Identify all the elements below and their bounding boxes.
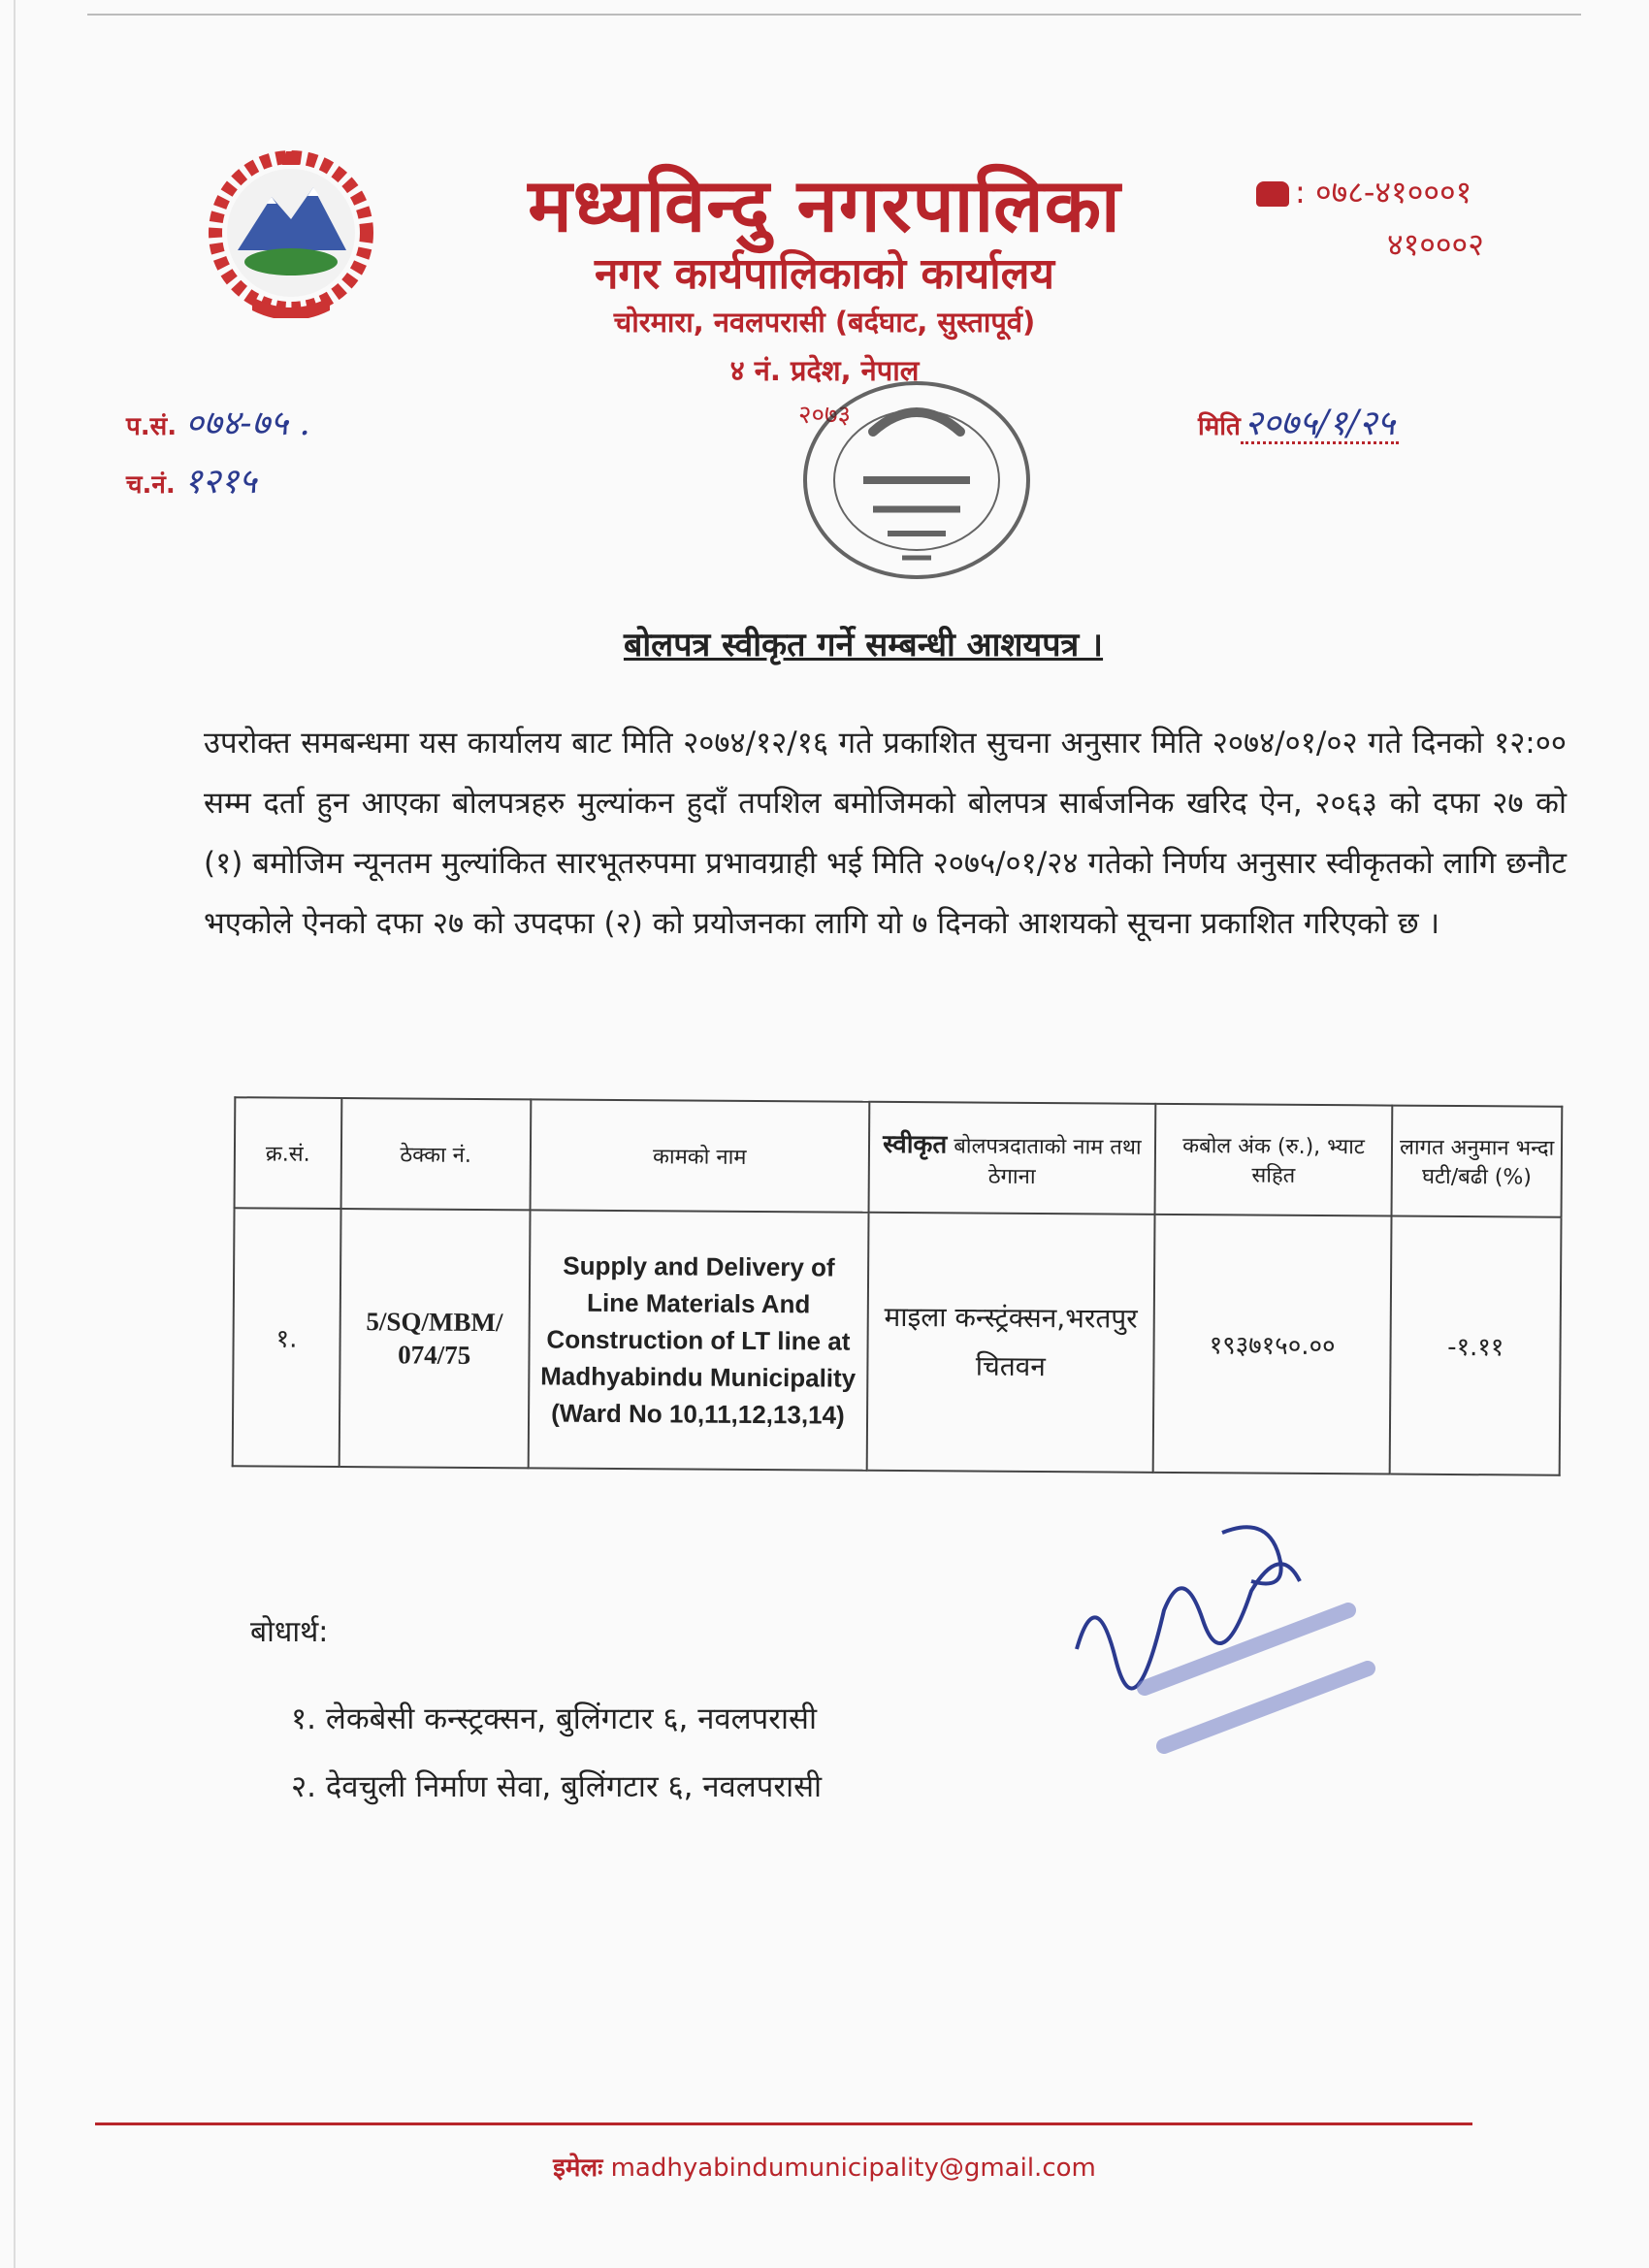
- officer-signature: [1057, 1523, 1397, 1814]
- letter-body: उपरोक्त समबन्धमा यस कार्यालय बाट मिति २०७४/१२/१६ गते प्रकाशित सुचना अनुसार मिति २०७४/०१/०२ गते दिनको १२:०० सम्म दर्ता हुन आएका बोलपत्रहरु मुल्यांकन हुदाँ तपशिल बमोजिमको बोलपत्र सार्बजनिक खरिद ऐन, २०६३ को दफा २७ को (१) बमोजिम न्यूनतम मुल्यांकित सारभूतरुपमा प्रभावग्राही भई मिति २०७५/०१/२४ गतेको निर्णय अनुसार स्वीकृतको लागि छनौट भएकोले ऐनको दफा २७ को उपदफा (२) को प्रयोजनका लागि यो ७ दिनको आशयको सूचना प्रकाशित गरिएको छ ।: [204, 726, 1567, 941]
- table-header-row: [235, 1097, 1563, 1217]
- cell-variance: -१.११: [1390, 1216, 1562, 1475]
- address-line-2: ४ नं. प्रदेश, नेपाल: [729, 354, 920, 387]
- cc-item-2: २. देवचुली निर्माण सेवा, बुलिंगटार ६, नवलपरासी: [291, 1769, 823, 1804]
- email-label: इमेलः: [553, 2154, 603, 2183]
- footer-rule: [95, 2122, 1472, 2125]
- bid-table: [232, 1096, 1564, 1476]
- address-line-1: चोरमारा, नवलपरासी (बर्दघाट, सुस्तापूर्व): [613, 306, 1036, 339]
- cell-sn: १.: [233, 1208, 341, 1467]
- dispatch-label: च.नं.: [126, 470, 176, 500]
- table-row: [233, 1208, 1562, 1475]
- email-address: madhyabindumunicipality@gmail.com: [610, 2154, 1096, 2183]
- phone-number-1: : ०७८-४१०००१: [1295, 174, 1472, 211]
- established-year: २०७३: [797, 401, 852, 430]
- office-seal: [795, 373, 1038, 587]
- phone-number-2: ४१०००२: [1387, 226, 1484, 263]
- cc-label: बोधार्थ:: [250, 1615, 329, 1649]
- col-bid-amount: कबोल अंक (रु.), भ्याट सहित: [1154, 1104, 1392, 1216]
- reference-label: प.सं.: [126, 412, 178, 441]
- cell-work-name: Supply and Delivery of Line Materials And Construction of LT line at Madhyabindu Municipality (Ward No 10,11,12,13,14): [528, 1210, 868, 1470]
- reference-number: [126, 398, 310, 445]
- col-sn: क्र.सं.: [235, 1097, 342, 1209]
- footer-email: [388, 2149, 1261, 2184]
- date-label: मिति: [1198, 412, 1241, 441]
- col-bidder: [869, 1102, 1155, 1215]
- col-bidder-rest: बोलपत्रदाताको नाम तथा ठेगाना: [954, 1134, 1142, 1189]
- scan-top-edge: [87, 14, 1581, 16]
- cell-bidder: माइला कन्स्ट्रंक्सन,भरतपुर चितवन: [867, 1213, 1155, 1473]
- dispatch-number: [126, 456, 257, 503]
- letter-date: [1198, 398, 1399, 445]
- cc-item-1: १. लेकबेसी कन्स्ट्रक्सन, बुलिंगटार ६, नवलपरासी: [291, 1701, 817, 1736]
- date-value: २०७५/१/२५: [1244, 404, 1396, 443]
- cell-contract-no: 5/SQ/MBM/ 074/75: [339, 1209, 530, 1468]
- municipality-title: मध्यविन्दु नगरपालिका: [528, 162, 1121, 248]
- reference-value: ०७४-७५ .: [185, 404, 310, 443]
- nepal-emblem-icon: [199, 144, 383, 318]
- col-bidder-bold: स्वीकृत: [883, 1129, 948, 1160]
- scan-left-edge: [14, 0, 16, 2268]
- letter-subject: बोलपत्र स्वीकृत गर्ने सम्बन्धी आशयपत्र ।: [623, 626, 1104, 664]
- phone-line-1: [1256, 171, 1471, 212]
- col-variance: लागत अनुमान भन्दा घटी/बढी (%): [1392, 1106, 1562, 1217]
- cell-bid-amount: १९३७१५०.००: [1152, 1215, 1391, 1474]
- phone-icon: [1256, 181, 1289, 207]
- col-contract-no: ठेक्का नं.: [340, 1098, 531, 1210]
- col-work-name: कामको नाम: [530, 1099, 869, 1212]
- office-subtitle: नगर कार्यपालिकाको कार्यालय: [595, 249, 1054, 299]
- dispatch-value: १२१५: [183, 462, 257, 502]
